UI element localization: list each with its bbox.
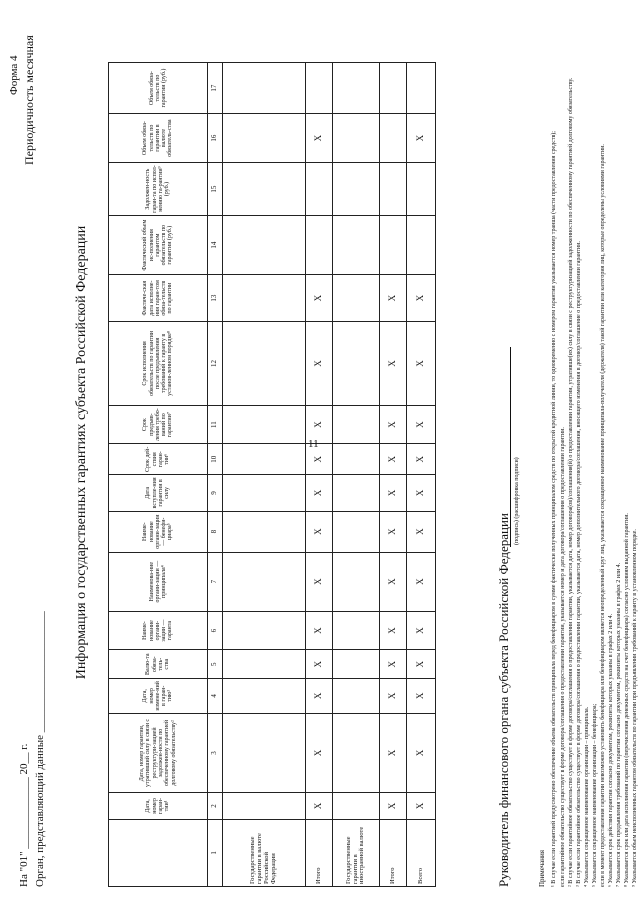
table-cell: X [380,444,407,475]
column-number: 8 [208,511,223,552]
column-header [109,819,208,886]
column-number: 9 [208,475,223,512]
table-cell [223,552,306,611]
table-cell: X [380,793,407,820]
table-cell [223,713,306,793]
table-cell: X [407,475,436,512]
table-cell [333,275,380,322]
table-cell [223,405,306,444]
table-cell: X [407,713,436,793]
table-cell [333,216,380,275]
column-number: 15 [208,163,223,216]
column-number: 7 [208,552,223,611]
table-cell: X [306,275,333,322]
table-cell: X [407,405,436,444]
column-number: 13 [208,275,223,322]
table-cell [407,63,436,114]
column-header: Дата вступле-ния гарантии в силу [109,475,208,512]
column-number: 6 [208,611,223,650]
table-cell [333,163,380,216]
table-cell: X [306,444,333,475]
table-cell: X [306,650,333,679]
note-item: ³ В случае если гарантийное обязательство существует в форме договора/соглашения о предоставлении гарантии, указывается дата, номер дополнительного договора/соглашения, вносящего изменения в договор/соглашение о предоставлении гарантии. [575,241,582,887]
table-cell [306,63,333,114]
table-cell [333,552,380,611]
notes-heading: Примечания [538,849,546,887]
column-header: Задолжен-ность гаран-та по испол-нению га-рантии⁹ (руб.) [109,163,208,216]
document-title: Информация о государственных гарантиях субъекта Российской Федерации [74,225,89,680]
note-item: если в момент предоставления гарантии невозможно установить бенефициара или бенефициаром является неопределенный круг лиц, указывается сокращенное наименование принципала-получателя (держателя) такой гарантии или категория лиц, которые определены условиями гарантии. [600,144,606,887]
column-header: Срок исполнения обязательств по гарантии после предъявления требований к гаранту в установ-ленном порядке⁸ [109,322,208,406]
table-cell: X [306,552,333,611]
table-row [380,63,407,887]
column-number: 14 [208,216,223,275]
row-label: Государственные гарантии в валюте Российской Федерации [223,819,306,886]
table-cell [407,216,436,275]
table-cell [223,475,306,512]
table-cell: X [407,650,436,679]
row-label: Всего [407,819,436,886]
table-cell: X [306,114,333,163]
column-number: 16 [208,114,223,163]
table-cell [223,679,306,714]
table-cell [223,444,306,475]
table-cell [333,650,380,679]
table-cell: X [380,611,407,650]
column-number-row [208,63,223,887]
table-cell: X [407,114,436,163]
table-cell [380,216,407,275]
table-cell [223,163,306,216]
table-cell: X [380,405,407,444]
table-cell: X [306,713,333,793]
page-number: 11 [308,438,319,450]
table-cell [333,511,380,552]
row-label: Итого [380,819,407,886]
column-header: Дата, номер гаран-тии¹ [109,793,208,820]
table-cell [333,63,380,114]
column-number: 17 [208,63,223,114]
table-cell: X [306,511,333,552]
table-cell: X [380,713,407,793]
table-cell [223,650,306,679]
table-cell [223,511,306,552]
table-cell: X [380,552,407,611]
table-cell: X [407,552,436,611]
note-item: ⁶ Указывается срок действия гарантии согласно документам, реквизиты которых указаны в графах 2 или 4. [608,613,615,887]
column-header: Наиме-нование органи-зации — бенефи-циара⁵ [109,511,208,552]
table-cell: X [380,650,407,679]
table-cell: X [306,611,333,650]
guarantees-table [108,62,436,887]
column-header: Фактический объем ис-полнения гарантом обязательств по гарантии (руб.) [109,216,208,275]
note-item: ⁵ Указывается сокращенное наименование организации – бенефициара; [591,703,598,887]
table-cell [407,163,436,216]
table-cell [380,163,407,216]
table-cell [380,63,407,114]
table-cell: X [306,475,333,512]
table-cell [306,163,333,216]
reporting-organ-field: Орган, представляющий данные ______________________ [34,611,46,887]
table-cell: X [380,679,407,714]
table-cell: X [306,405,333,444]
note-item: ¹ В случае если гарантией предусмотрено обеспечение объема обязательств принципала перед бенефициаром в сумме фактически полученных принципалом средств по открытой кредитной линии, то одновременно с номером гарантии указывается номер транша (части предоставления средств); [551,131,558,887]
table-cell [223,322,306,406]
table-cell [223,114,306,163]
form-number: Форма 4 [8,55,20,95]
table-cell [223,216,306,275]
table-cell [333,322,380,406]
column-header: Наименова-ние органи-зации — принципала⁴ [109,552,208,611]
table-cell [333,713,380,793]
table-cell [333,114,380,163]
column-header: Объем обяза-тельств по гарантии (руб.) [109,63,208,114]
table-cell [333,475,380,512]
table-cell [306,216,333,275]
table-cell [333,679,380,714]
table-cell [333,611,380,650]
column-number: 12 [208,322,223,406]
table-cell [223,275,306,322]
signature-line [510,347,511,547]
table-cell: X [380,275,407,322]
table-cell: X [407,793,436,820]
table-cell [223,793,306,820]
table-cell: X [306,322,333,406]
table-cell [333,405,380,444]
note-item: ⁹ Указывается объем неисполненных гарантом обязательств по гарантии при предъявлении требований к гаранту в установленном порядке. [632,529,639,887]
column-number: 1 [208,819,223,886]
table-row [223,63,306,887]
table-cell [333,793,380,820]
note-item: если гарантийное обязательство существует в форме договора/соглашения о предоставлении гарантии, указывается номер и дата договора/соглашения о предоставлении гарантии. [559,427,566,887]
column-number: 10 [208,444,223,475]
table-cell: X [407,511,436,552]
column-number: 3 [208,713,223,793]
signatory-label: Руководитель финансового органа субъекта Российской Федерации [496,513,511,887]
note-item: ⁷ Указывается срок предъявления требований по гарантии согласно документам, реквизиты которых указаны в графах 2 или 4. [616,562,623,887]
column-header: Дата, номер измене-ний в гаран-тию³ [109,679,208,714]
table-cell [223,63,306,114]
column-header: Срок дей-ствия гаран-тии⁶ [109,444,208,475]
row-label: Государственные гарантии в иностранной валюте [333,819,380,886]
table-cell: X [407,275,436,322]
table-cell [333,444,380,475]
note-item: ⁸ Указывается срок или дата исполнения гарантии (перечисления денежных средств на счет бенефициара) согласно условиям выданной гарантии. [624,513,631,887]
table-row [407,63,436,887]
notes-section [538,27,639,887]
notes-list [550,27,639,887]
column-header: Наиме-нование органи-зации — гаранта [109,611,208,650]
table-cell: X [380,511,407,552]
table-cell: X [380,322,407,406]
column-number: 11 [208,405,223,444]
column-header: Фактиче-ская дата исполне-ния гаран-том обяза-тельств по гарантии [109,275,208,322]
column-header: Срок предъяв-ления требо-ваний по гарантии⁷ [109,405,208,444]
table-row [333,63,380,887]
table-cell: X [407,679,436,714]
table-cell [223,611,306,650]
column-header: Дата, номер гарантии, утративший силу в связи с реструктури-зацией задолжен-ности по обеспеченному гарантией долговому обязательству² [109,713,208,793]
column-header: Валю-та обяза-тель-ства [109,650,208,679]
column-number: 5 [208,650,223,679]
table-row [306,63,333,887]
table-header-row [109,63,208,887]
row-label: Итого [306,819,333,886]
table-cell [380,114,407,163]
table-cell: X [407,611,436,650]
column-number: 4 [208,679,223,714]
report-date-field: На "01" _____________ 20__ г. [18,743,30,887]
table-cell: X [407,322,436,406]
note-item: ⁴ Указывается сокращенное наименование организации – принципала. [583,706,590,887]
signature-caption: (подпись) (расшифровка подписи) [514,457,520,545]
table-cell: X [306,679,333,714]
table-cell: X [380,475,407,512]
note-item: ² В случае если гарантийное обязательство существует в форме договора/соглашения о предоставлении гарантии, указывается дата, номер договора(ов)/соглашения(й) о предоставлении гарантии, утративше(их) силу в связи с реструктуризацией задолженности по обеспеченному гарантией долговому обязательству. [567,77,574,887]
periodicity-label: Периодичность месячная [22,35,36,165]
table-cell: X [306,793,333,820]
column-header: Объем обяза-тельств по гарантии в валюте обязатель-ства [109,114,208,163]
table-cell: X [407,444,436,475]
column-number: 2 [208,793,223,820]
